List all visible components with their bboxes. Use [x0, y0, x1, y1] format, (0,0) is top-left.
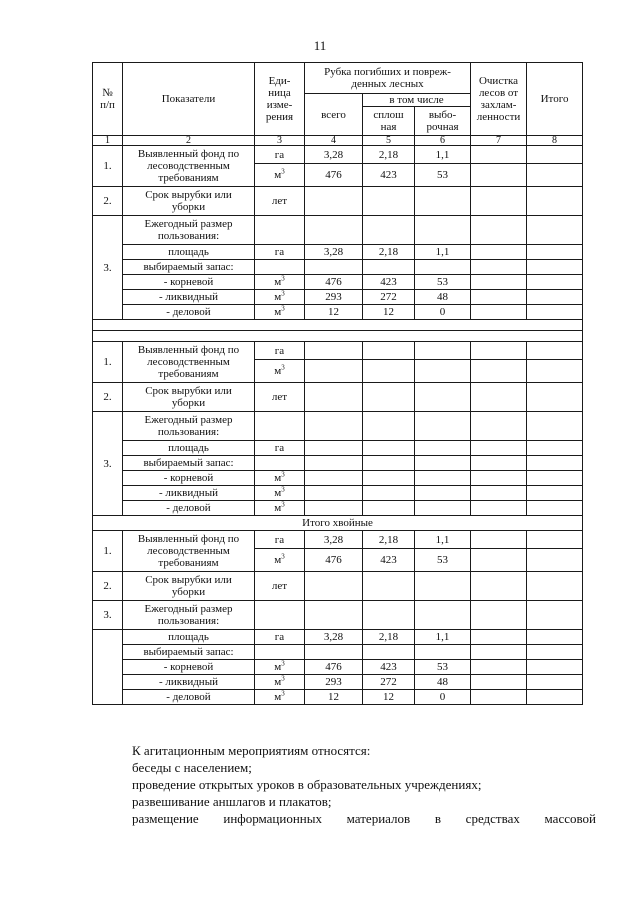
empty-cell [471, 501, 527, 516]
unit-exponent: 3 [281, 485, 285, 494]
empty-cell [305, 383, 363, 412]
table-row [93, 342, 583, 360]
empty-cell [363, 187, 415, 216]
row-number: 1. [93, 342, 123, 383]
value-cell: 53 [415, 549, 471, 572]
empty-cell [471, 660, 527, 675]
unit-cell: лет [255, 572, 305, 601]
empty-cell [471, 412, 527, 441]
value-cell: 1,1 [415, 630, 471, 645]
empty-cell [471, 690, 527, 705]
blank-row [93, 320, 583, 331]
forest-felling-table [92, 62, 583, 705]
value-cell: 12 [363, 690, 415, 705]
value-cell: 293 [305, 290, 363, 305]
row-number: 3. [93, 216, 123, 320]
header-all-text: всего [321, 108, 346, 121]
header-including [363, 94, 471, 107]
value-cell: 423 [363, 660, 415, 675]
empty-cell [415, 471, 471, 486]
empty-cell [471, 164, 527, 187]
unit-text: м [274, 487, 282, 499]
header-clear [363, 107, 415, 136]
unit-cell [255, 690, 305, 705]
row-number: 1. [93, 146, 123, 187]
body-text [132, 742, 596, 827]
value-cell: 12 [305, 305, 363, 320]
empty-cell [471, 471, 527, 486]
indicator-label: выбираемый запас: [123, 645, 255, 660]
unit-text: м [274, 661, 282, 673]
unit-cell: га [255, 441, 305, 456]
empty-cell [305, 486, 363, 501]
empty-cell [471, 342, 527, 360]
table-row [93, 675, 583, 690]
indicator-label [123, 187, 255, 216]
empty-cell [527, 630, 583, 645]
empty-cell [305, 501, 363, 516]
table-row [93, 412, 583, 441]
unit-cell: га [255, 245, 305, 260]
empty-cell [471, 456, 527, 471]
header-indicators-text: Показатели [161, 93, 216, 105]
empty-cell [363, 645, 415, 660]
value-cell: 1,1 [415, 531, 471, 549]
empty-cell [415, 360, 471, 383]
empty-cell [527, 146, 583, 164]
header-including-text: в том числе [389, 94, 444, 106]
empty-cell [527, 531, 583, 549]
unit-text: м [274, 276, 282, 288]
empty-cell [415, 342, 471, 360]
value-cell: 12 [363, 305, 415, 320]
empty-cell [305, 471, 363, 486]
value-cell: 476 [305, 660, 363, 675]
value-cell: 272 [363, 290, 415, 305]
header-total-text: Итого [540, 93, 569, 105]
empty-cell [415, 456, 471, 471]
unit-exponent: 3 [281, 289, 285, 298]
unit-cell [255, 305, 305, 320]
section-row [93, 516, 583, 531]
indicator-label: площадь [123, 245, 255, 260]
empty-cell [255, 216, 305, 245]
empty-cell [363, 412, 415, 441]
value-cell: 3,28 [305, 531, 363, 549]
indicator-label [123, 342, 255, 383]
table-row [93, 275, 583, 290]
indicator-label [123, 412, 255, 441]
value-cell: 272 [363, 675, 415, 690]
empty-cell [305, 572, 363, 601]
indicator-label-text: Срок вырубки или уборки [145, 574, 232, 598]
indicator-label: площадь [123, 441, 255, 456]
header-total [527, 63, 583, 136]
empty-cell [305, 601, 363, 630]
table-row [93, 305, 583, 320]
unit-exponent: 3 [281, 274, 285, 283]
value-cell: 0 [415, 305, 471, 320]
row-number: 2. [93, 187, 123, 216]
empty-cell [527, 245, 583, 260]
empty-cell [471, 275, 527, 290]
value-cell: 2,18 [363, 146, 415, 164]
header-row [93, 63, 583, 94]
empty-cell [305, 412, 363, 441]
table-row [93, 690, 583, 705]
table-row [93, 660, 583, 675]
unit-text: м [274, 554, 282, 566]
table-row [93, 471, 583, 486]
empty-cell [415, 441, 471, 456]
table-row [93, 187, 583, 216]
row-number: 3. [93, 601, 123, 630]
empty-cell [527, 383, 583, 412]
empty-cell [471, 187, 527, 216]
empty-cell [471, 216, 527, 245]
empty-cell [527, 486, 583, 501]
value-cell: 3,28 [305, 630, 363, 645]
table-row [93, 383, 583, 412]
empty-cell [471, 245, 527, 260]
empty-cell [471, 486, 527, 501]
column-number: 8 [527, 136, 583, 146]
empty-cell [305, 441, 363, 456]
empty-cell [305, 456, 363, 471]
empty-cell [415, 601, 471, 630]
indicator-label [123, 601, 255, 630]
indicator-label-text: Ежегодный размер пользования: [144, 414, 233, 438]
section-title: Итого хвойные [93, 516, 583, 531]
header-felling-text: Рубка погибших и повреж- денных лесных [324, 66, 451, 90]
value-cell: 3,28 [305, 245, 363, 260]
indicator-label: - корневой [123, 471, 255, 486]
unit-text: м [274, 472, 282, 484]
empty-cell [415, 645, 471, 660]
header-cleanup [471, 63, 527, 136]
column-number: 3 [255, 136, 305, 146]
paragraph-line: беседы с населением; [132, 760, 252, 775]
value-cell: 0 [415, 690, 471, 705]
value-cell: 293 [305, 675, 363, 690]
page-number: 11 [313, 38, 327, 53]
empty-cell [471, 630, 527, 645]
empty-cell [363, 501, 415, 516]
header-cleanup-text: Очистка лесов от захлам- ленности [476, 75, 521, 123]
empty-cell [363, 486, 415, 501]
value-cell: 423 [363, 164, 415, 187]
header-selective [415, 107, 471, 136]
empty-cell [363, 471, 415, 486]
indicator-label-text: Выявленный фонд по лесоводственным требованиям [137, 344, 240, 380]
empty-cell [363, 216, 415, 245]
empty-cell [363, 342, 415, 360]
unit-cell [255, 501, 305, 516]
indicator-label-text: Выявленный фонд по лесоводственным требованиям [137, 148, 240, 184]
indicator-label-text: Срок вырубки или уборки [145, 189, 232, 213]
empty-cell [93, 331, 583, 342]
empty-cell [471, 383, 527, 412]
table-row [93, 290, 583, 305]
empty-cell [471, 146, 527, 164]
column-number: 2 [123, 136, 255, 146]
empty-cell [415, 572, 471, 601]
value-cell: 12 [305, 690, 363, 705]
table-row [93, 531, 583, 549]
value-cell: 3,28 [305, 146, 363, 164]
header-unit [255, 63, 305, 136]
header-number [93, 63, 123, 136]
table-row [93, 260, 583, 275]
empty-cell [527, 549, 583, 572]
table-row [93, 572, 583, 601]
empty-cell [527, 675, 583, 690]
indicator-label: выбираемый запас: [123, 260, 255, 275]
header-all [305, 94, 363, 136]
empty-cell [527, 660, 583, 675]
empty-cell [93, 630, 123, 705]
unit-text: м [274, 169, 282, 181]
indicator-label [123, 383, 255, 412]
indicator-label: - ликвидный [123, 290, 255, 305]
empty-cell [527, 690, 583, 705]
empty-cell [415, 187, 471, 216]
value-cell: 2,18 [363, 531, 415, 549]
indicator-label [123, 216, 255, 245]
value-cell: 1,1 [415, 146, 471, 164]
unit-text: м [274, 291, 282, 303]
empty-cell [471, 531, 527, 549]
indicator-label-text: Срок вырубки или уборки [145, 385, 232, 409]
empty-cell [471, 572, 527, 601]
indicator-label: - корневой [123, 660, 255, 675]
unit-exponent: 3 [281, 659, 285, 668]
value-cell: 48 [415, 675, 471, 690]
unit-cell: га [255, 146, 305, 164]
indicator-label: - корневой [123, 275, 255, 290]
value-cell: 1,1 [415, 245, 471, 260]
indicator-label [123, 531, 255, 572]
indicator-label-text: Выявленный фонд по лесоводственным требованиям [137, 533, 240, 569]
empty-cell [527, 164, 583, 187]
empty-cell [415, 260, 471, 275]
unit-exponent: 3 [281, 552, 285, 561]
indicator-label [123, 146, 255, 187]
empty-cell [363, 572, 415, 601]
empty-cell [305, 187, 363, 216]
empty-cell [93, 320, 583, 331]
empty-cell [471, 290, 527, 305]
empty-cell [527, 572, 583, 601]
empty-cell [527, 216, 583, 245]
indicator-label: - деловой [123, 690, 255, 705]
empty-cell [527, 645, 583, 660]
empty-cell [255, 412, 305, 441]
row-number: 3. [93, 412, 123, 516]
empty-cell [471, 601, 527, 630]
unit-cell [255, 660, 305, 675]
unit-cell [255, 675, 305, 690]
empty-cell [415, 486, 471, 501]
unit-cell: га [255, 630, 305, 645]
unit-exponent: 3 [281, 689, 285, 698]
column-number: 7 [471, 136, 527, 146]
unit-cell [255, 360, 305, 383]
unit-exponent: 3 [281, 674, 285, 683]
empty-cell [527, 501, 583, 516]
table-row [93, 146, 583, 164]
unit-cell [255, 486, 305, 501]
table-row [93, 486, 583, 501]
empty-cell [527, 187, 583, 216]
value-cell: 476 [305, 549, 363, 572]
table-row [93, 441, 583, 456]
empty-cell [363, 601, 415, 630]
unit-text: м [274, 306, 282, 318]
indicator-label: выбираемый запас: [123, 456, 255, 471]
empty-cell [471, 260, 527, 275]
empty-cell [363, 441, 415, 456]
indicator-label: - деловой [123, 305, 255, 320]
empty-cell [471, 305, 527, 320]
value-cell: 423 [363, 549, 415, 572]
empty-cell [363, 260, 415, 275]
indicator-label: - деловой [123, 501, 255, 516]
blank-row [93, 331, 583, 342]
empty-cell [305, 260, 363, 275]
empty-cell [305, 645, 363, 660]
value-cell: 53 [415, 660, 471, 675]
empty-cell [527, 305, 583, 320]
empty-cell [363, 383, 415, 412]
table-row [93, 601, 583, 630]
paragraph-line: размещение информационных материалов в средствах массовой [132, 811, 596, 826]
table-row [93, 245, 583, 260]
row-number: 2. [93, 383, 123, 412]
empty-cell [415, 216, 471, 245]
value-cell: 2,18 [363, 630, 415, 645]
empty-cell [527, 290, 583, 305]
empty-cell [527, 412, 583, 441]
indicator-label: - ликвидный [123, 675, 255, 690]
empty-cell [471, 441, 527, 456]
value-cell: 53 [415, 275, 471, 290]
empty-cell [471, 645, 527, 660]
column-number-row [93, 136, 583, 146]
header-felling [305, 63, 471, 94]
column-number: 5 [363, 136, 415, 146]
unit-cell [255, 471, 305, 486]
empty-cell [527, 342, 583, 360]
table-row [93, 501, 583, 516]
empty-cell [305, 342, 363, 360]
row-number: 1. [93, 531, 123, 572]
unit-cell: га [255, 342, 305, 360]
empty-cell [527, 456, 583, 471]
empty-cell [255, 601, 305, 630]
paragraph-line: развешивание аншлагов и плакатов; [132, 794, 332, 809]
empty-cell [255, 645, 305, 660]
empty-cell [305, 216, 363, 245]
table-row [93, 630, 583, 645]
unit-cell [255, 549, 305, 572]
empty-cell [255, 456, 305, 471]
indicator-label: площадь [123, 630, 255, 645]
empty-cell [415, 383, 471, 412]
indicator-label-text: Ежегодный размер пользования: [144, 603, 233, 627]
empty-cell [527, 275, 583, 290]
paragraph-line: проведение открытых уроков в образовательных учреждениях; [132, 777, 482, 792]
unit-cell [255, 275, 305, 290]
unit-text: м [274, 502, 282, 514]
unit-cell [255, 290, 305, 305]
unit-cell: лет [255, 383, 305, 412]
unit-text: м [274, 691, 282, 703]
header-number-text: № п/п [100, 87, 115, 111]
empty-cell [415, 501, 471, 516]
value-cell: 48 [415, 290, 471, 305]
unit-text: м [274, 365, 282, 377]
value-cell: 476 [305, 164, 363, 187]
value-cell: 2,18 [363, 245, 415, 260]
empty-cell [527, 360, 583, 383]
empty-cell [471, 549, 527, 572]
column-number: 4 [305, 136, 363, 146]
header-indicators [123, 63, 255, 136]
unit-exponent: 3 [281, 363, 285, 372]
unit-cell [255, 164, 305, 187]
empty-cell [363, 360, 415, 383]
empty-cell [527, 471, 583, 486]
empty-cell [305, 360, 363, 383]
unit-exponent: 3 [281, 470, 285, 479]
indicator-label-text: Ежегодный размер пользования: [144, 218, 233, 242]
table-row [93, 645, 583, 660]
unit-exponent: 3 [281, 500, 285, 509]
unit-exponent: 3 [281, 304, 285, 313]
column-number: 6 [415, 136, 471, 146]
unit-text: м [274, 676, 282, 688]
empty-cell [527, 260, 583, 275]
header-selective-text: выбо- рочная [426, 109, 459, 133]
table-row [93, 216, 583, 245]
empty-cell [255, 260, 305, 275]
value-cell: 423 [363, 275, 415, 290]
value-cell: 53 [415, 164, 471, 187]
empty-cell [471, 675, 527, 690]
value-cell: 476 [305, 275, 363, 290]
empty-cell [363, 456, 415, 471]
empty-cell [471, 360, 527, 383]
unit-cell: лет [255, 187, 305, 216]
header-unit-text: Еди- ница изме- рения [265, 75, 294, 123]
empty-cell [527, 601, 583, 630]
indicator-label: - ликвидный [123, 486, 255, 501]
column-number: 1 [93, 136, 123, 146]
paragraph-line: К агитационным мероприятиям относятся: [132, 743, 371, 758]
empty-cell [415, 412, 471, 441]
empty-cell [527, 441, 583, 456]
row-number: 2. [93, 572, 123, 601]
unit-exponent: 3 [281, 167, 285, 176]
unit-cell: га [255, 531, 305, 549]
indicator-label [123, 572, 255, 601]
table-row [93, 456, 583, 471]
header-clear-text: сплош ная [373, 109, 404, 133]
